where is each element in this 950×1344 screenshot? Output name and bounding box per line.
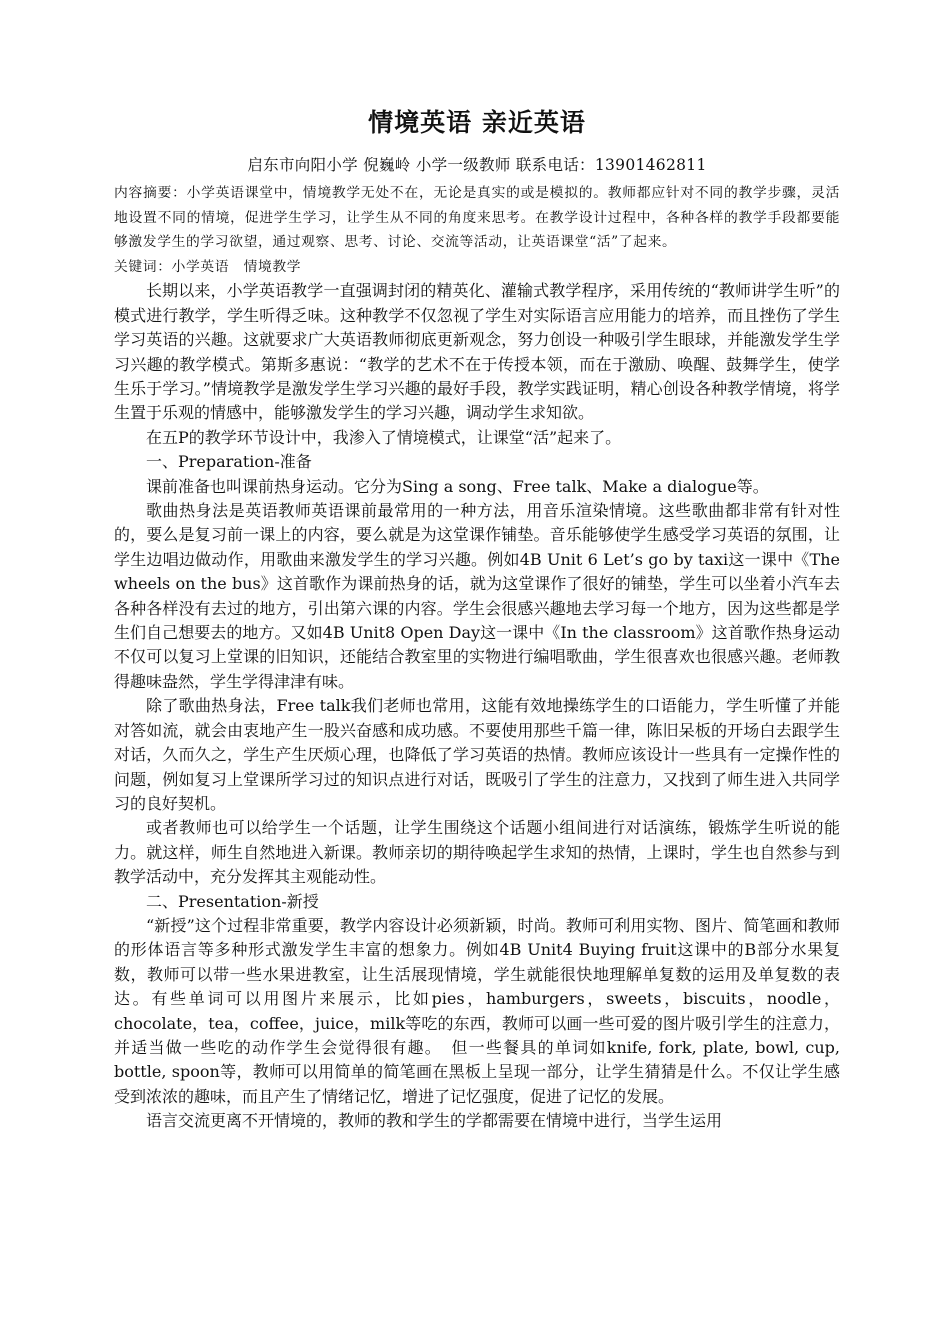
paragraph: 课前准备也叫课前热身运动。它分为Sing a song、Free talk、Make a dialogue等。	[146, 476, 769, 496]
body-text	[114, 279, 840, 1133]
author-line: 启东市向阳小学 倪巍岭 小学一级教师 联系电话：13901462811	[247, 156, 707, 174]
paragraph: 除了歌曲热身法，Free talk我们老师也常用，这能有效地操练学生的口语能力，学生听懂了并能对答如流，就会由衷地产生一股兴奋感和成功感。不要使用那些千篇一律，陈旧呆板的开场白去跟学生对话，久而久之，学生产生厌烦心理，也降低了学习英语的热情。教师应该设计一些具有一定操作性的问题，例如复习上堂课所学习过的知识点进行对话，既吸引了学生的注意力，又找到了师生进入共同学习的良好契机。	[114, 696, 840, 813]
paragraph: 在五P的教学环节设计中，我渗入了情境模式，让课堂“活”起来了。	[146, 427, 622, 447]
keywords: 关键词：小学英语 情境教学	[114, 258, 302, 275]
section-heading: 二、Presentation-新授	[146, 891, 319, 911]
paragraph: 或者教师也可以给学生一个话题，让学生围绕这个话题小组间进行对话演练，锻炼学生听说的能力。就这样，师生自然地进入新课。教师亲切的期待唤起学生求知的热情，上课时，学生也自然参与到教学活动中，充分发挥其主观能动性。	[114, 818, 840, 887]
paragraph: 语言交流更离不开情境的，教师的教和学生的学都需要在情境中进行，当学生运用	[146, 1111, 723, 1131]
paragraph: 长期以来，小学英语教学一直强调封闭的精英化、灌输式教学程序，采用传统的“教师讲学生听”的模式进行教学，学生听得乏味。这种教学不仅忽视了学生对实际语言应用能力的培养，而且挫伤了学生学习英语的兴趣。这就要求广大英语教师彻底更新观念，努力创设一种吸引学生眼球，并能激发学生学习兴趣的教学模式。第斯多惠说：“教学的艺术不在于传授本领，而在于激励、唤醒、鼓舞学生，使学生乐于学习。”情境教学是激发学生学习兴趣的最好手段，教学实践证明，精心创设各种教学情境，将学生置于乐观的情感中，能够激发学生的学习兴趣，调动学生求知欲。	[114, 281, 840, 423]
paragraph: 歌曲热身法是英语教师英语课前最常用的一种方法，用音乐渲染情境。这些歌曲都非常有针对性的，要么是复习前一课上的内容，要么就是为这堂课作铺垫。音乐能够使学生感受学习英语的氛围，让学生边唱边做动作，用歌曲来激发学生的学习兴趣。例如4B Unit 6 Let’s go by taxi这一课中《The wheels on the bus》这首歌作为课前热身的话，就为这堂课作了很好的铺垫，学生可以坐着小汽车去各种各样没有去过的地方，引出第六课的内容。学生会很感兴趣地去学习每一个地方，因为这些都是学生们自己想要去的地方。又如4B Unit8 Open Day这一课中《In the classroom》这首歌作热身运动不仅可以复习上堂课的旧知识，还能结合教室里的实物进行编唱歌曲，学生很喜欢也很感兴趣。老师教得趣味盎然，学生学得津津有味。	[114, 501, 840, 691]
paragraph: “新授”这个过程非常重要，教学内容设计必须新颖，时尚。教师可利用实物、图片、简笔画和教师的形体语言等多种形式激发学生丰富的想象力。例如4B Unit4 Buying fruit这课中的B部分水果复数，教师可以带一些水果进教室，让生活展现情境，学生就能很快地理解单复数的运用及单复数的表达。有些单词可以用图片来展示，比如pies，hamburgers，sweets，biscuits，noodle，chocolate，tea，coffee，juice，milk等吃的东西，教师可以画一些可爱的图片吸引学生的注意力，并适当做一些吃的动作学生会觉得很有趣。 但一些餐具的单词如knife, fork, plate, bowl, cup, bottle, spoon等，教师可以用简单的简笔画在黑板上呈现一部分，让学生猜猜是什么。不仅让学生感受到浓浓的趣味，而且产生了情绪记忆，增进了记忆强度，促进了记忆的发展。	[114, 915, 840, 1106]
document-page	[114, 105, 840, 1134]
abstract: 内容摘要：小学英语课堂中，情境教学无处不在，无论是真实的或是模拟的。教师都应针对不同的教学步骤，灵活地设置不同的情境，促进学生学习，让学生从不同的角度来思考。在教学设计过程中，各种各样的教学手段都要能够激发学生的学习欲望，通过观察、思考、讨论、交流等活动，让英语课堂“活”了起来。	[114, 185, 840, 251]
section-heading: 一、Preparation-准备	[146, 452, 312, 472]
document-title: 情境英语 亲近英语	[368, 108, 586, 137]
